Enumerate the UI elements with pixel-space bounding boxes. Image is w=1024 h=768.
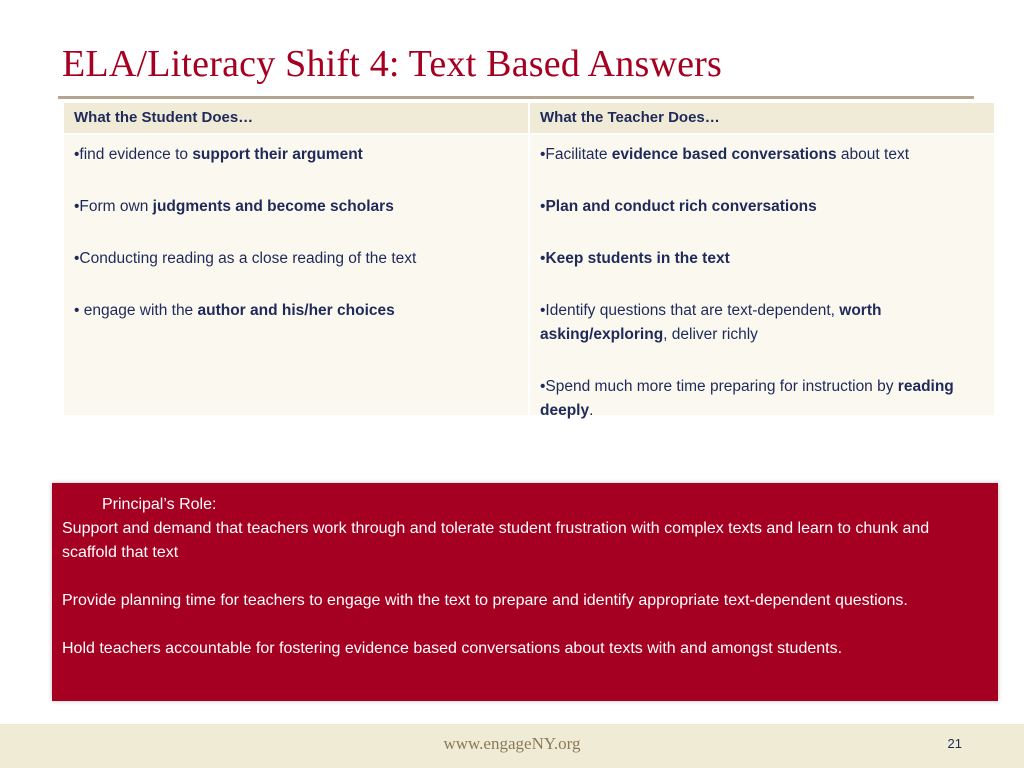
bullet-emphasis: worth asking/exploring (540, 302, 882, 343)
student-bullet (74, 143, 518, 167)
bullet-emphasis: support their argument (192, 146, 363, 163)
principal-role-title: Principal’s Role: (102, 496, 217, 513)
bullet-text: • engage with the (74, 302, 198, 319)
teacher-bullet (540, 299, 984, 347)
bullet-emphasis: author and his/her choices (197, 302, 395, 319)
bullet-text-end: , deliver richly (663, 326, 758, 343)
bullet-text: •find evidence to (74, 146, 193, 163)
teacher-cell (530, 135, 994, 419)
student-cell (64, 135, 528, 415)
title-divider (58, 96, 974, 99)
slide-title: ELA/Literacy Shift 4: Text Based Answers (62, 43, 723, 85)
shift-table (64, 103, 994, 419)
student-column-header: What the Student Does… (64, 103, 528, 133)
teacher-bullet (540, 375, 984, 423)
principal-role-box (52, 483, 998, 701)
bullet-text: •Form own (74, 198, 153, 215)
bullet-text-end: about text (836, 146, 910, 163)
bullet-emphasis: evidence based conversations (611, 146, 837, 163)
bullet-emphasis: reading deeply (540, 378, 954, 419)
bullet-text: •Facilitate (540, 146, 612, 163)
teacher-column-header: What the Teacher Does… (530, 103, 994, 133)
student-bullet (74, 195, 518, 219)
teacher-bullet (540, 195, 984, 219)
teacher-bullet (540, 143, 984, 167)
footer-bar (0, 724, 1024, 768)
principal-role-paragraph: Support and demand that teachers work through and tolerate student frustration with complex texts and learn to chunk and scaffold that text (62, 520, 930, 561)
page-number: 21 (947, 736, 962, 751)
footer-website: www.engageNY.org (443, 734, 581, 753)
bullet-emphasis: Plan and conduct rich conversations (545, 198, 817, 215)
bullet-text: • (540, 198, 546, 215)
bullet-text: •Conducting reading as a close reading of the text (74, 250, 417, 267)
bullet-emphasis: Keep students in the text (545, 250, 730, 267)
principal-role-paragraph: Hold teachers accountable for fostering evidence based conversations about texts with and amongst students. (62, 640, 843, 657)
student-bullet (74, 299, 518, 323)
student-bullet (74, 247, 518, 271)
teacher-bullet (540, 247, 984, 271)
principal-role-paragraph: Provide planning time for teachers to engage with the text to prepare and identify appropriate text-dependent questions. (62, 592, 908, 609)
bullet-text: •Identify questions that are text-dependent, (540, 302, 840, 319)
bullet-text-end: . (589, 402, 594, 419)
bullet-text: • (540, 250, 546, 267)
bullet-emphasis: judgments and become scholars (152, 198, 394, 215)
bullet-text: •Spend much more time preparing for instruction by (540, 378, 898, 395)
